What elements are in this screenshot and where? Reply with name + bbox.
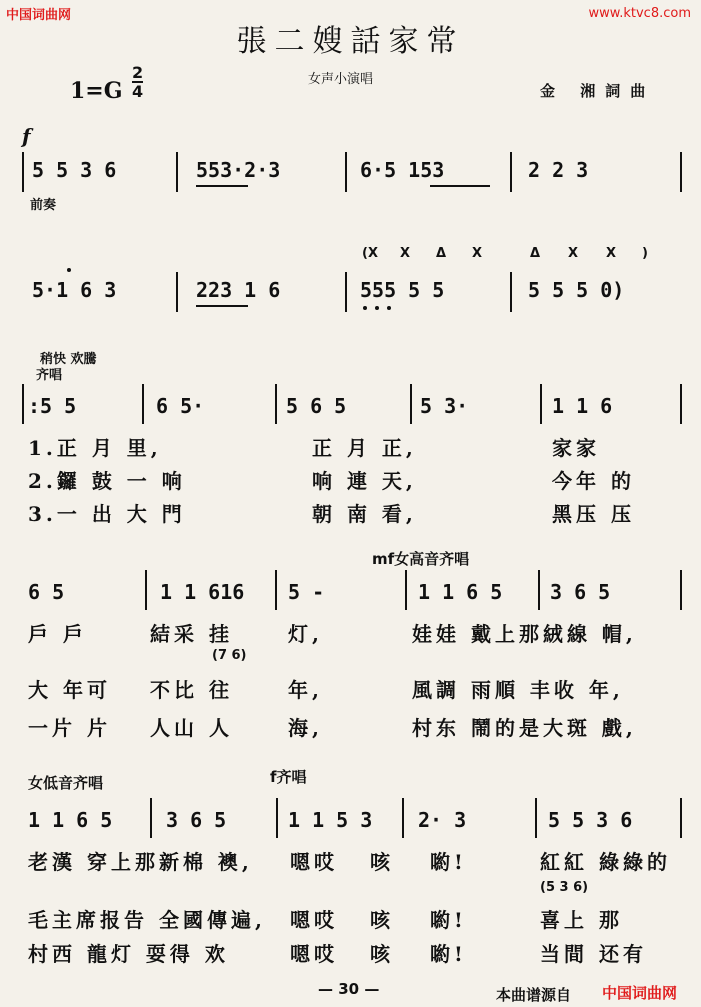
bar-line [275, 384, 277, 424]
measure-9: :5 5 [28, 394, 77, 418]
lyric-v3: 村西 龍灯 耍得 欢 [28, 942, 229, 966]
lyric-v2: 風調 雨順 丰收 年, [412, 678, 624, 702]
lyric-v1: 咳 [370, 850, 394, 874]
measure-6: 223 1 6 [196, 278, 281, 302]
measure-22: 2· 3 [418, 808, 467, 832]
perc-mark: Δ [530, 246, 541, 261]
perc-mark: X [606, 246, 617, 261]
measure-4: 2 2 3 [528, 158, 589, 182]
dynamic-forte: f [22, 124, 31, 148]
measure-23: 5 5 3 6 [548, 808, 633, 832]
tempo-marking: 稍快 欢騰 [40, 352, 97, 367]
perc-mark: Δ [436, 246, 447, 261]
bar-line [538, 570, 540, 610]
lyric-v1: 喲! [430, 850, 467, 874]
octave-dot [67, 268, 71, 272]
measure-8: 5 5 5 0) [528, 278, 625, 302]
measure-11: 5 6 5 [286, 394, 347, 418]
measure-2: 553·2·3 [196, 158, 281, 182]
measure-10: 6 5· [156, 394, 205, 418]
measure-12: 5 3· [420, 394, 469, 418]
bar-line [535, 798, 537, 838]
measure-7: 555 5 5 [360, 278, 445, 302]
lyric-v3: 3.一 出 大 門 [28, 502, 186, 526]
bar-line [402, 798, 404, 838]
measure-19: 1 1 6 5 [28, 808, 113, 832]
bar-line [276, 798, 278, 838]
alt-notes: (5 3 6) [540, 880, 589, 895]
lyric-v2: 大 年可 [28, 678, 111, 702]
lyric-v1: 正 月 正, [312, 436, 417, 460]
meter-top: 2 [132, 63, 144, 82]
bar-line [345, 152, 347, 192]
lyric-v3: 嗯哎 [290, 942, 338, 966]
lyric-v2: 嗯哎 [290, 908, 338, 932]
lyric-v3: 村东 鬧的是大斑 戲, [412, 716, 637, 740]
octave-dot [375, 306, 379, 310]
perc-mark: X [568, 246, 579, 261]
f-chorus-label: f齐唱 [270, 768, 307, 786]
measure-21: 1 1 5 3 [288, 808, 373, 832]
lyric-v1: 戶 戶 [28, 622, 87, 646]
lyric-v1: 結采 挂 [150, 622, 233, 646]
lyric-v1: 1.正 月 里, [28, 436, 162, 460]
bar-line [405, 570, 407, 610]
lyric-v1: 紅紅 綠綠的 [540, 850, 671, 874]
watermark-right: www.ktvc8.com [588, 6, 691, 21]
lyric-v2: 不比 往 [150, 678, 233, 702]
measure-17: 1 1 6 5 [418, 580, 503, 604]
lyric-v3: 一片 片 [28, 716, 111, 740]
bar-line [510, 272, 512, 312]
beam [196, 185, 248, 187]
time-signature [132, 64, 143, 100]
lyric-v2: 今年 的 [552, 469, 635, 493]
lyric-v2: 喜上 那 [540, 908, 623, 932]
lyric-v1: 嗯哎 [290, 850, 338, 874]
beam [196, 305, 248, 307]
footer-site-link[interactable]: 中国词曲网 [602, 984, 678, 1002]
bar-line [680, 798, 682, 838]
repeat-start [22, 384, 24, 424]
perc-mark: ) [642, 246, 648, 261]
measure-5: 5·1 6 3 [32, 278, 117, 302]
bar-line [410, 384, 412, 424]
bar-line [176, 152, 178, 192]
bar-line [540, 384, 542, 424]
lyric-v2: 咳 [370, 908, 394, 932]
perc-mark: (X [362, 246, 378, 261]
lyric-v3: 朝 南 看, [312, 502, 417, 526]
lyric-v2: 毛主席报告 全國傳遍, [28, 908, 266, 932]
lyric-v3: 喲! [430, 942, 467, 966]
lyric-v1: 娃娃 戴上那絨線 帽, [412, 622, 637, 646]
bar-line [176, 272, 178, 312]
key-signature: 1=G [70, 78, 123, 104]
composer-credit: 金 湘詞曲 [540, 82, 656, 100]
measure-15: 1 1 616 [160, 580, 245, 604]
watermark-left: 中国词曲网 [6, 8, 72, 23]
lyric-v2: 响 連 天, [312, 469, 417, 493]
perc-mark: X [472, 246, 483, 261]
measure-18: 3 6 5 [550, 580, 611, 604]
measure-13: 1 1 6 [552, 394, 613, 418]
lyric-v3: 海, [288, 716, 323, 740]
measure-3: 6·5 153 [360, 158, 445, 182]
octave-dot [363, 306, 367, 310]
octave-dot [387, 306, 391, 310]
bar-line [150, 798, 152, 838]
page-number: — 30 — [318, 980, 380, 998]
performer-note: 女声小演唱 [308, 72, 374, 87]
lyric-v1: 灯, [288, 622, 323, 646]
low-chorus-label: 女低音齐唱 [28, 774, 104, 792]
lyric-v3: 人山 人 [150, 716, 233, 740]
lyric-v3: 黑压 压 [552, 502, 635, 526]
measure-20: 3 6 5 [166, 808, 227, 832]
chorus-label: 齐唱 [36, 368, 63, 383]
lyric-v1: 老漢 穿上那新棉 襖, [28, 850, 253, 874]
bar-line [680, 384, 682, 424]
prelude-label: 前奏 [30, 198, 57, 213]
lyric-v2: 2.鑼 鼓 一 响 [28, 469, 186, 493]
bar-line [680, 152, 682, 192]
alt-notes: (7 6) [212, 648, 247, 663]
lyric-v3: 当間 还有 [540, 942, 647, 966]
lyric-v1: 家家 [552, 436, 600, 460]
perc-mark: X [400, 246, 411, 261]
bar-line [275, 570, 277, 610]
bar-line [345, 272, 347, 312]
bar-line [142, 384, 144, 424]
bar-line [145, 570, 147, 610]
measure-16: 5 - [288, 580, 325, 604]
beam [430, 185, 490, 187]
bar-line [680, 570, 682, 610]
bar-line [510, 152, 512, 192]
measure-1: 5 5 3 6 [32, 158, 117, 182]
measure-14: 6 5 [28, 580, 65, 604]
lyric-v3: 咳 [370, 942, 394, 966]
bar-line [22, 152, 24, 192]
lyric-v2: 年, [288, 678, 323, 702]
meter-bottom: 4 [132, 82, 144, 101]
song-title: 張二嫂話家常 [236, 24, 465, 59]
footer-source: 本曲谱源自 [496, 986, 572, 1004]
mf-label: mf女高音齐唱 [372, 550, 470, 568]
lyric-v2: 喲! [430, 908, 467, 932]
